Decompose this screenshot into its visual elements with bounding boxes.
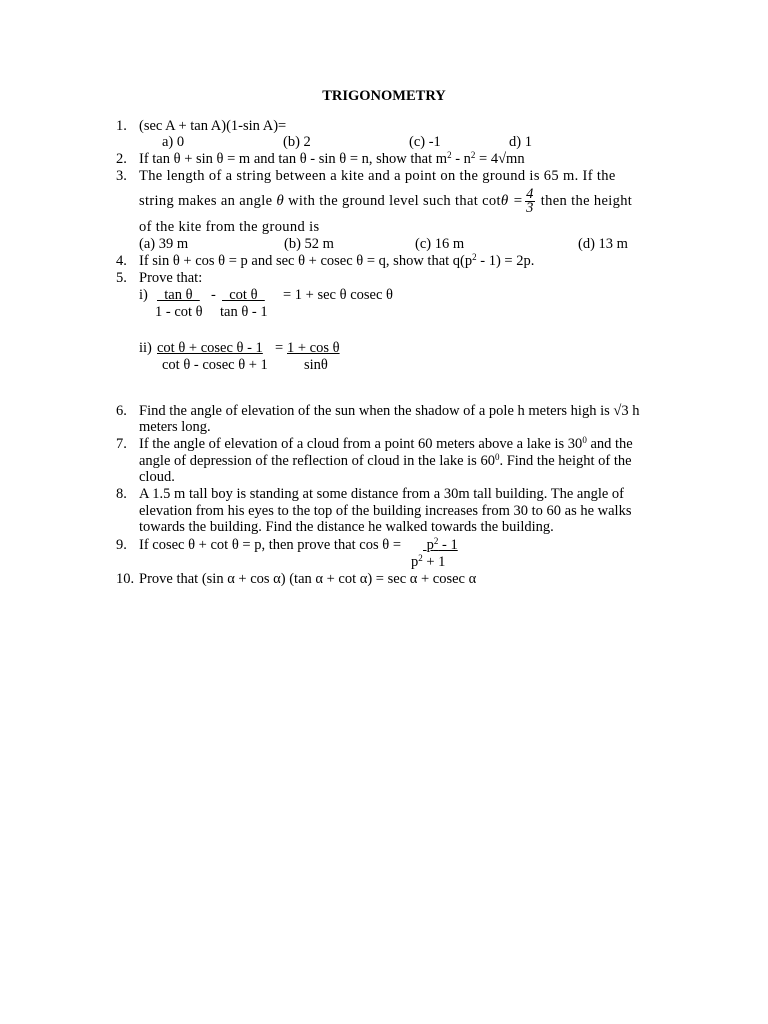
q6-line1: Find the angle of elevation of the sun when the shadow of a pole h meters high is √3 h bbox=[139, 403, 640, 419]
q5-i-rhs: = 1 + sec θ cosec θ bbox=[283, 287, 393, 303]
q9-denominator: $p^2 + 1$ bbox=[411, 553, 446, 570]
q3-option-d: (d) 13 m bbox=[578, 236, 628, 252]
q4-text: If sin θ + cos θ = p and sec θ + cosec θ = q, show that $q(p^2 - 1) = 2p$. bbox=[139, 252, 535, 269]
q3-line1: The length of a string between a kite and a point on the ground is 65 m. If the bbox=[139, 168, 616, 184]
q5-i-label: i) bbox=[139, 287, 148, 303]
q10-text: Prove that (sin α + cos α) (tan α + cot α) = sec α + cosec α bbox=[139, 571, 477, 587]
q1-text: (sec A + tan A)(1-sin A)= bbox=[139, 118, 287, 134]
q3-option-c: (c) 16 m bbox=[415, 236, 465, 252]
q5-i-minus: - bbox=[211, 287, 216, 303]
q8-number: 8. bbox=[116, 486, 127, 502]
q1-option-c: (c) -1 bbox=[409, 134, 441, 150]
q5-ii-rhs-denominator: sinθ bbox=[304, 357, 328, 373]
q5-ii-equals: = bbox=[275, 340, 284, 356]
q8-line1: A 1.5 m tall boy is standing at some distance from a 30m tall building. The angle of bbox=[139, 486, 624, 502]
q6-line2: meters long. bbox=[139, 419, 211, 435]
q2-text: If tan θ + sin θ = m and tan θ - sin θ = n, show that $m^2 - n^2 = 4√mn$ bbox=[139, 150, 525, 167]
q1-number: 1. bbox=[116, 118, 127, 134]
q5-i-numerator-2: cot θ bbox=[222, 287, 265, 303]
q1-option-a: a) 0 bbox=[162, 134, 185, 150]
q1-option-d: d) 1 bbox=[509, 134, 532, 150]
q5-ii-label: ii) bbox=[139, 340, 152, 356]
q3-line3: of the kite from the ground is bbox=[139, 219, 320, 235]
q3-number: 3. bbox=[116, 168, 127, 184]
q2-number: 2. bbox=[116, 151, 127, 167]
q8-line3: towards the building. Find the distance he walked towards the building. bbox=[139, 519, 554, 535]
q8-line2: elevation from his eyes to the top of the building increases from 30 to 60 as he walks bbox=[139, 503, 632, 519]
q7-line2: angle of depression of the reflection of cloud in the lake is $60^0$. Find the height of the bbox=[139, 452, 632, 469]
q7-line3: cloud. bbox=[139, 469, 175, 485]
q4-number: 4. bbox=[116, 253, 127, 269]
q9-number: 9. bbox=[116, 537, 127, 553]
q5-ii-denominator: cot θ - cosec θ + 1 bbox=[162, 357, 268, 373]
q10-number: 10. bbox=[116, 571, 135, 587]
q7-number: 7. bbox=[116, 436, 127, 452]
q5-i-denominator-2: tan θ - 1 bbox=[220, 304, 268, 320]
page-title: TRIGONOMETRY bbox=[322, 88, 446, 104]
theta-symbol: θ bbox=[276, 193, 285, 209]
q3-fraction: $\frac{4}{3}$ bbox=[526, 186, 534, 217]
q7-line1: If the angle of elevation of a cloud from a point 60 meters above a lake is $30^0$ and the bbox=[139, 435, 633, 452]
q5-ii-numerator: cot θ + cosec θ - 1 bbox=[157, 340, 263, 356]
q5-number: 5. bbox=[116, 270, 127, 286]
q3-line2: string makes an angle θ with the ground level such that cotθ = $\frac{4}{3}$ then the height bbox=[139, 186, 633, 217]
q5-ii-rhs-numerator: 1 + cos θ bbox=[287, 340, 340, 356]
q5-i-denominator-1: 1 - cot θ bbox=[155, 304, 203, 320]
q5-i-numerator-1: tan θ bbox=[157, 287, 200, 303]
q9-numerator: $p^2 - 1$ bbox=[423, 536, 458, 553]
q3-option-b: (b) 52 m bbox=[284, 236, 334, 252]
q5-text: Prove that: bbox=[139, 270, 203, 286]
q9-text: If cosec θ + cot θ = p, then prove that cos θ = bbox=[139, 537, 401, 553]
q6-number: 6. bbox=[116, 403, 127, 419]
q3-option-a: (a) 39 m bbox=[139, 236, 189, 252]
q1-option-b: (b) 2 bbox=[283, 134, 311, 150]
